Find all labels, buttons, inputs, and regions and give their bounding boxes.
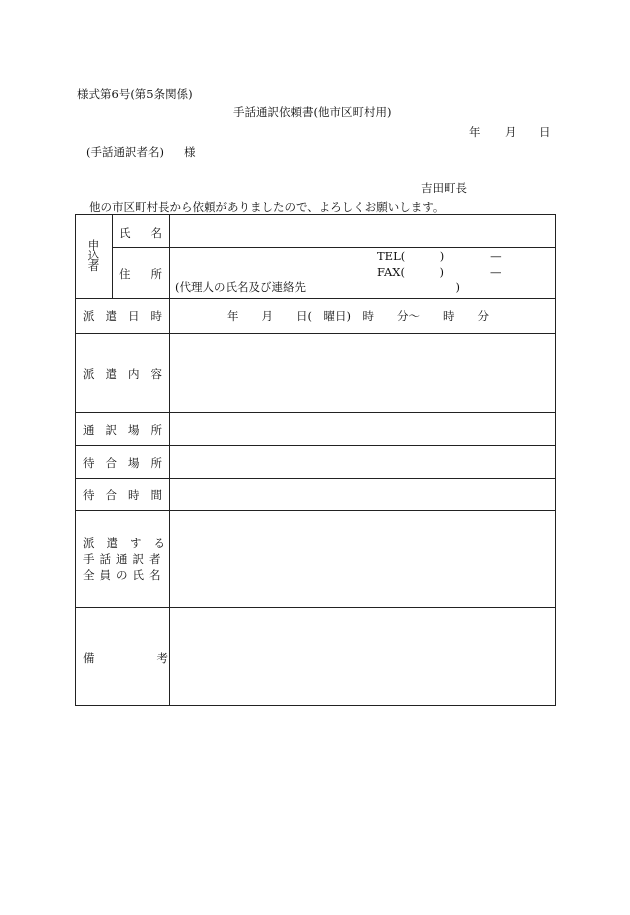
dispatch-datetime-field[interactable]: 年 月 日( 曜日) 時 分〜 時 分 — [227, 309, 489, 323]
applicant-divider — [112, 215, 113, 298]
wait-place-label: 待合場所 — [83, 456, 173, 470]
intro-text: 他の市区町村長から依頼がありましたので、よろしくお願いします。 — [89, 200, 445, 214]
document-title: 手話通訳依頼書(他市区町村用) — [233, 105, 392, 119]
name-field[interactable] — [171, 216, 555, 246]
row-divider — [76, 298, 556, 299]
remarks-label: 備考 — [83, 651, 230, 665]
request-form-table — [75, 214, 556, 706]
interpreters-field[interactable] — [171, 511, 555, 606]
addressee: (手話通訳者名) — [86, 145, 164, 159]
sender: 吉田町長 — [421, 181, 467, 195]
remarks-field[interactable] — [171, 608, 555, 705]
dispatch-content-label: 派遣内容 — [83, 367, 173, 381]
applicant-label: 申込者 — [86, 239, 101, 271]
proxy-contact-field[interactable]: (代理人の氏名及び連絡先 ) — [175, 280, 460, 294]
address-label: 住所 — [119, 267, 182, 281]
wait-time-field[interactable] — [171, 479, 555, 509]
interpreters-label-line3: 全員の氏名 — [83, 568, 166, 582]
wait-place-field[interactable] — [171, 446, 555, 477]
honorific: 様 — [184, 145, 196, 159]
fax-field[interactable]: FAX( ) — — [377, 265, 502, 279]
date-year: 年 — [469, 125, 481, 139]
date-month: 月 — [505, 125, 517, 139]
wait-time-label: 待合時間 — [83, 488, 173, 502]
interpreters-label-line1: 派遣する — [83, 536, 177, 550]
interpret-place-field[interactable] — [171, 413, 555, 444]
tel-field[interactable]: TEL( ) — — [377, 249, 502, 263]
interpret-place-label: 通訳場所 — [83, 423, 173, 437]
form-number: 様式第6号(第5条関係) — [77, 87, 193, 101]
date-day: 日 — [539, 125, 551, 139]
dispatch-datetime-label: 派遣日時 — [83, 309, 173, 323]
dispatch-content-field[interactable] — [171, 334, 555, 411]
name-label: 氏名 — [119, 226, 182, 240]
interpreters-label-line2: 手話通訳者 — [83, 552, 166, 566]
